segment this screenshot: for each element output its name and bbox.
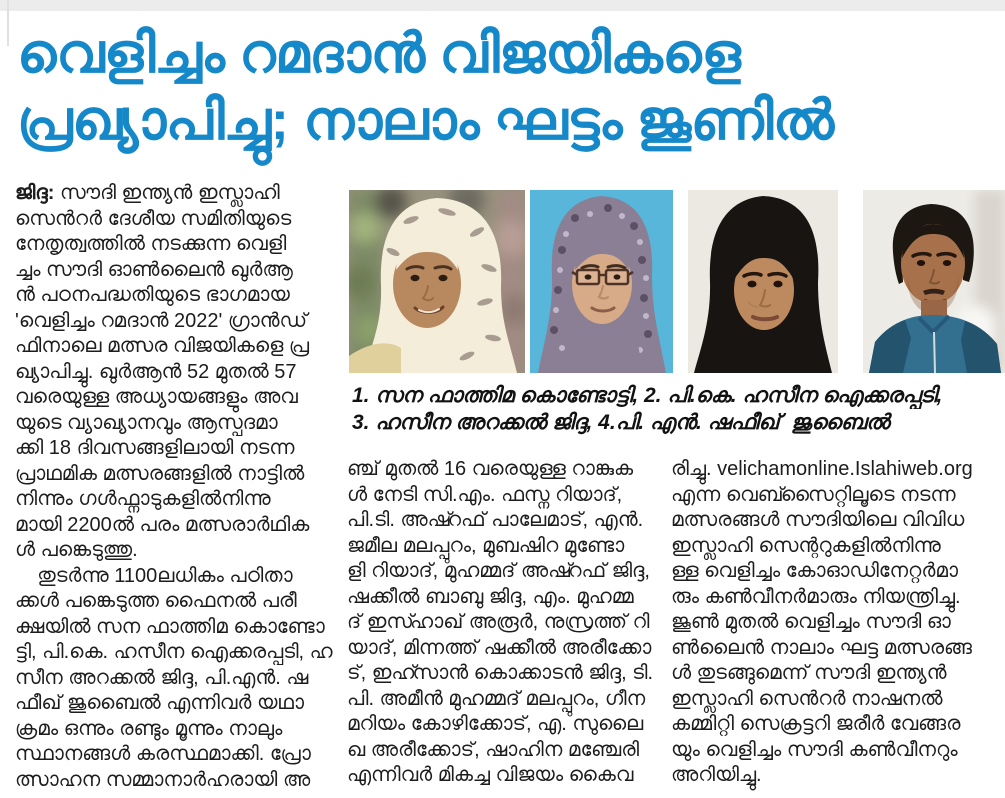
article-column-3 bbox=[671, 457, 1005, 793]
caption-line-2: 3. ഹസീന അറക്കൽ ജിദ്ദ, 4.പി. എൻ. ഷഫീഖ് ജുബൈൽ bbox=[352, 411, 890, 434]
text-line: എന്നിവർ മികച്ച വിജയം കൈവ bbox=[347, 764, 634, 786]
text-line: ൾ നേടി സി.എം. ഫസ്ന റിയാദ്, bbox=[347, 483, 623, 506]
text-line: ൻ പഠനപദ്ധതിയുടെ ഭാഗമായ bbox=[15, 284, 290, 306]
text-line: ച്ചം സൗദി ഓൺലൈൻ ഖുർആ bbox=[15, 258, 293, 281]
text-line: ൺലൈൻ നാലാം ഘട്ട മത്സരങ്ങ bbox=[671, 636, 972, 659]
text-line: വരെയുള്ള അധ്യായങ്ങളും അവ bbox=[15, 386, 298, 408]
photo-caption bbox=[352, 382, 1005, 436]
winners-photo-strip bbox=[349, 190, 1005, 373]
text-line: പി.ടി. അഷ്റഫ് പാലേമാട്, എൻ. bbox=[347, 509, 644, 531]
text-line: പ്രാഥമിക മത്സരങ്ങളിൽ നാട്ടിൽ bbox=[15, 462, 305, 485]
text-line: ജൂൺ മുതൽ വെളിച്ചം സൗദി ഓ bbox=[671, 611, 951, 633]
text-line: രും കൺവീനർമാരും നിയന്ത്രിച്ചു. bbox=[671, 585, 961, 608]
headline-line-1: വെളിച്ചം റമദാൻ വിജയികളെ bbox=[17, 22, 741, 84]
headline-line-2: പ്രഖ്യാപിച്ചു; നാലാം ഘട്ടം ജൂണിൽ bbox=[17, 89, 834, 151]
text-line: സെൻറർ ദേശീയ സമിതിയുടെ bbox=[15, 207, 292, 230]
text-line: നേതൃത്വത്തിൽ നടക്കുന്ന വെളി bbox=[15, 233, 287, 255]
text-line: ജമീല മലപ്പുറം, മുബഷിറ മുണ്ടോ bbox=[347, 534, 625, 557]
text-line bbox=[15, 181, 345, 207]
text-line: ൾ തുടങ്ങുമെന്ന് സൗദി ഇന്ത്യൻ bbox=[671, 662, 947, 684]
page-top-edge bbox=[0, 0, 1005, 11]
text-line: 'വെളിച്ചം റമദാൻ 2022' ഗ്രാൻഡ് bbox=[15, 309, 308, 332]
text-line: മത്സരങ്ങൾ സൗദിയിലെ വിവിധ bbox=[671, 509, 965, 531]
text-line: ഇസ്ലാഹി സെൻറർ നാഷനൽ bbox=[671, 687, 943, 710]
text-line: ക്ഷയിൽ സന ഫാത്തിമ കൊണ്ടോ bbox=[15, 615, 325, 638]
text-line: രിച്ചു. velichamonline.Islahiweb.org bbox=[671, 458, 973, 480]
text-line: ഖ അരീക്കോട്, ഷാഹിന മഞ്ചേരി bbox=[347, 738, 640, 761]
caption-line-1: 1. സന ഫാത്തിമ കൊണ്ടോട്ടി, 2. പി.കെ. ഹസീന ഐക്കരപ്പടി, bbox=[352, 384, 943, 407]
text-line: ട്, ഇഹ്സാൻ കൊക്കാടൻ ജിദ്ദ, ടി. bbox=[347, 662, 654, 684]
dateline: ജിദ്ദ: bbox=[15, 182, 55, 204]
text-line: ദ് ഇസ്ഹാഖ് അരൂർ, നുസ്രത്ത് റി bbox=[347, 611, 650, 633]
text-line: യാദ്, മിന്നത്ത് ഷക്കീൽ അരീക്കോ bbox=[347, 636, 652, 659]
text-line: ത്സാഹന സമ്മാനാർഹരായി അ bbox=[15, 768, 311, 791]
dateline-rest: സൗദി ഇന്ത്യൻ ഇസ്ലാഹി bbox=[54, 182, 280, 204]
portrait-photo-2-woman-glasses-floral-hijab bbox=[530, 190, 673, 373]
text-line: ഷക്കീൽ ബാബു ജിദ്ദ, എം. മുഹമ്മ bbox=[347, 585, 634, 608]
text-line: ൾ പങ്കെടുത്തു. bbox=[15, 539, 138, 561]
text-line: ഫിനാലെ മത്സര വിജയികളെ പ്ര bbox=[15, 335, 310, 357]
article-column-2 bbox=[347, 457, 669, 793]
text-line: യും വെളിച്ചം സൗദി കൺവീനറും bbox=[671, 738, 958, 761]
text-line: ഇസ്ലാഹി സെന്ററുകളിൽനിന്നു bbox=[671, 534, 941, 557]
text-line: ളി റിയാദ്, മുഹമ്മദ് അഷ്റഫ് ജിദ്ദ, bbox=[347, 560, 650, 582]
text-line: മറിയം കോഴിക്കോട്, എ. സുലൈ bbox=[347, 713, 644, 735]
text-line: എന്ന വെബ്സൈറ്റിലൂടെ നടന്ന bbox=[671, 483, 956, 506]
text-line: ക്കി 18 ദിവസങ്ങളിലായി നടന്ന bbox=[15, 437, 295, 459]
text-line: ട്ടി, പി.കെ. ഹസീന ഐക്കരപ്പടി, ഹ bbox=[15, 641, 333, 663]
text-line: തുടർന്നു 1100ലധികം പഠിതാ bbox=[15, 564, 293, 587]
text-line: യുടെ വ്യാഖ്യാനവും ആസ്പദമാ bbox=[15, 411, 278, 434]
portrait-photo-4-man-teal-jacket bbox=[863, 190, 1005, 373]
text-line: ഖ്യാപിച്ചു. ഖുർആൻ 52 മുതൽ 57 bbox=[15, 360, 297, 383]
text-line: അറിയിച്ചു. bbox=[671, 764, 762, 786]
text-line: ഞ്ച് മുതൽ 16 വരെയുള്ള റാങ്കുക bbox=[347, 458, 634, 480]
text-line: ക്കൾ പങ്കെടുത്ത ഫൈനൽ പരീ bbox=[15, 590, 297, 612]
text-line: പി. അമീൻ മുഹമ്മദ് മലപ്പുറം, ഗീന bbox=[347, 687, 646, 710]
portrait-photo-3-woman-black-hijab bbox=[688, 190, 838, 373]
page-left-edge bbox=[7, 0, 9, 46]
text-line: കമ്മിറ്റി സെക്രട്ടറി ജരീർ വേങ്ങര bbox=[671, 713, 961, 735]
text-line: ഫീഖ് ജുബൈൽ എന്നിവർ യഥാ bbox=[15, 692, 304, 714]
text-line: ക്രമം ഒന്നും രണ്ടും മൂന്നും നാലും bbox=[15, 717, 283, 740]
text-line: സ്ഥാനങ്ങൾ കരസ്ഥമാക്കി. പ്രോ bbox=[15, 743, 311, 765]
text-line: ള്ള വെളിച്ചം കോഓഡിനേറ്റർമാ bbox=[671, 560, 959, 582]
article-column-1 bbox=[15, 181, 345, 797]
text-line: നിന്നും ഗൾഫ്നാടുകളിൽനിന്നു bbox=[15, 488, 271, 510]
text-line: മായി 2200ൽ പരം മത്സരാർഥിക bbox=[15, 513, 310, 536]
article-column-1-text bbox=[15, 207, 345, 794]
text-line: സീന അറക്കൽ ജിദ്ദ, പി.എൻ. ഷ bbox=[15, 666, 309, 689]
portrait-photo-1-woman-white-hijab bbox=[349, 190, 525, 373]
article-headline bbox=[17, 20, 992, 154]
